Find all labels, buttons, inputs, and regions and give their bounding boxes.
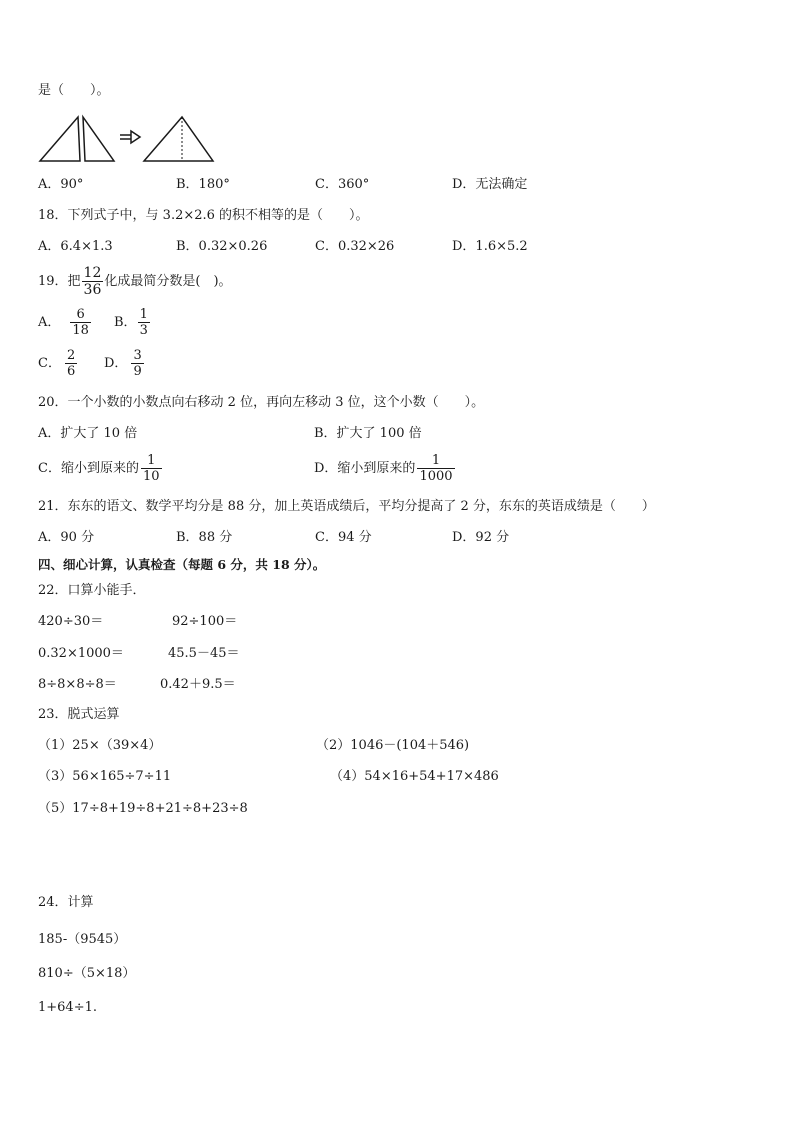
q24-item: 185-（9545） (38, 932, 127, 947)
q23-item: （4）54×16+54+17×486 (330, 769, 499, 784)
q22-item: 45.5－45＝ (168, 646, 240, 661)
q22-item: 92÷100＝ (172, 614, 238, 629)
q19-option-b: B． $\frac{1}{3}$ (114, 307, 148, 338)
q17-option-b: B．180° (176, 177, 230, 192)
q20-option-a: A．扩大了 10 倍 (38, 426, 138, 441)
q19-stem: 19．把 $\frac{12}{36}$ 化成最简分数是( )。 (38, 265, 232, 298)
q21-option-c: C．94 分 (315, 530, 372, 545)
q21-option-d: D．92 分 (452, 530, 510, 545)
q17-option-c: C．360° (315, 177, 370, 192)
arrow-right-icon (120, 131, 140, 143)
q20-option-b: B．扩大了 100 倍 (314, 426, 422, 441)
q24-title: 24．计算 (38, 895, 94, 910)
q19-option-a: A． $\frac{6}{18}$ (38, 307, 89, 338)
q18-option-d: D．1.6×5.2 (452, 239, 528, 254)
q19-option-d: D． $\frac{3}{9}$ (104, 348, 142, 379)
q21-option-a: A．90 分 (38, 530, 95, 545)
right-triangle (83, 117, 114, 161)
combined-triangle (144, 117, 213, 161)
q22-item: 0.42＋9.5＝ (160, 677, 236, 692)
q23-item: （2）1046－(104＋546) (316, 738, 470, 753)
q23-title: 23．脱式运算 (38, 707, 120, 722)
left-triangle (40, 117, 80, 161)
q20-stem: 20．一个小数的小数点向右移动 2 位，再向左移动 3 位，这个小数（ ）。 (38, 395, 485, 410)
q22-item: 420÷30＝ (38, 614, 104, 629)
triangles-figure (36, 112, 216, 164)
q23-item: （5）17÷8+19÷8+21÷8+23÷8 (38, 801, 248, 816)
q17-stem-tail: 是（ ）。 (38, 83, 110, 98)
q18-option-c: C．0.32×26 (315, 239, 395, 254)
q23-item: （3）56×165÷7÷11 (38, 769, 172, 784)
q21-stem: 21．东东的语文、数学平均分是 88 分，加上英语成绩后，平均分提高了 2 分，东东的英语成绩是（ ） (38, 499, 655, 514)
q17-option-a: A．90° (38, 177, 84, 192)
q23-item: （1）25×（39×4） (38, 738, 162, 753)
q20-option-c: C．缩小到原来的 $\frac{1}{10}$ (38, 453, 160, 484)
q24-item: 1+64÷1. (38, 1000, 98, 1015)
q18-option-b: B．0.32×0.26 (176, 239, 268, 254)
q18-option-a: A．6.4×1.3 (38, 239, 113, 254)
q22-item: 8÷8×8÷8＝ (38, 677, 117, 692)
q20-option-d: D．缩小到原来的 $\frac{1}{1000}$ (314, 453, 453, 484)
q22-item: 0.32×1000＝ (38, 646, 124, 661)
section-4-heading: 四、细心计算，认真检查（每题 6 分，共 18 分）。 (38, 557, 326, 572)
q19-option-c: C． $\frac{2}{6}$ (38, 348, 76, 379)
q19-fraction: $\frac{12}{36}$ (83, 265, 102, 298)
q21-option-b: B．88 分 (176, 530, 233, 545)
q17-option-d: D．无法确定 (452, 177, 528, 192)
q24-item: 810÷（5×18） (38, 966, 136, 981)
q18-stem: 18．下列式子中，与 3.2×2.6 的积不相等的是（ ）。 (38, 208, 369, 223)
q22-title: 22．口算小能手． (38, 583, 146, 598)
